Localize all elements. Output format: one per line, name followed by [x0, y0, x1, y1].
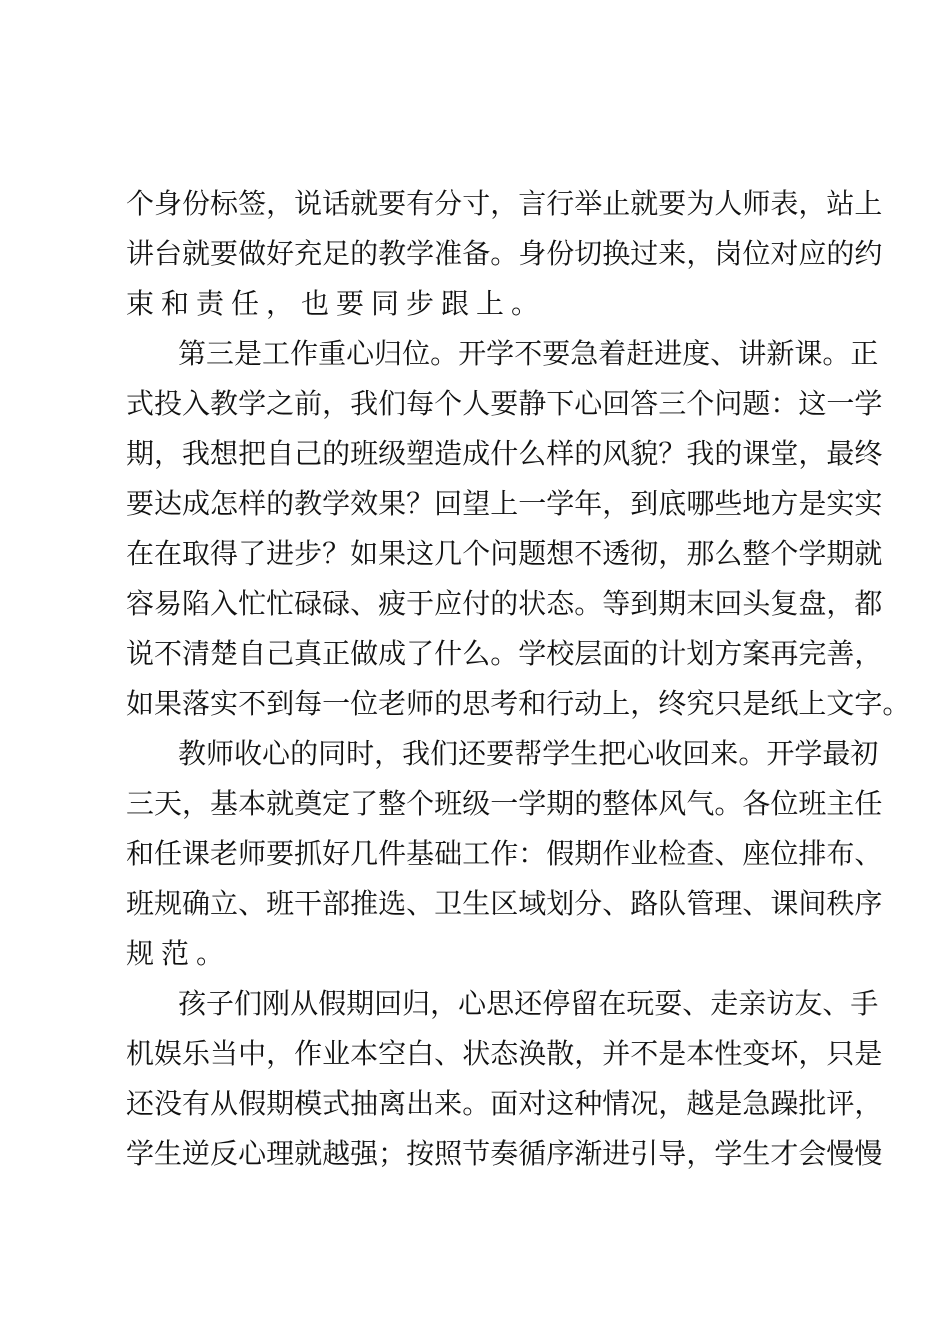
text-line: 还 没 有 从 假 期 模 式 抽 离 出 来 。 面 对 这 种 情 况 ， 越 是 急 躁 批 评 ，	[126, 1087, 883, 1120]
text-line: 规范。	[126, 937, 232, 970]
text-line: 讲 台 就 要 做 好 充 足 的 教 学 准 备 。 身 份 切 换 过 来 ， 岗 位 对 应 的 约	[126, 237, 883, 270]
text-line: 个 身 份 标 签 ， 说 话 就 要 有 分 寸 ， 言 行 举 止 就 要 为 人 师 表 ， 站 上	[126, 187, 883, 220]
text-line: 班 规 确 立 、 班 干 部 推 选 、 卫 生 区 域 划 分 、 路 队 管 理 、 课 间 秩 序	[126, 887, 883, 920]
text-line: 和 任 课 老 师 要 抓 好 几 件 基 础 工 作 ： 假 期 作 业 检 查 、 座 位 排 布 、	[126, 837, 883, 870]
text-line: 如 果 落 实 不 到 每 一 位 老 师 的 思 考 和 行 动 上 ， 终 究 只 是 纸 上 文 字 。	[126, 687, 911, 720]
text-line: 容 易 陷 入 忙 忙 碌 碌 、 疲 于 应 付 的 状 态 。 等 到 期 末 回 头 复 盘 ， 都	[126, 587, 883, 620]
text-line: 期 ， 我 想 把 自 己 的 班 级 塑 造 成 什 么 样 的 风 貌 ？ 我 的 课 堂 ， 最 终	[126, 437, 883, 470]
text-line: 说 不 清 楚 自 己 真 正 做 成 了 什 么 。 学 校 层 面 的 计 划 方 案 再 完 善 ，	[126, 637, 883, 670]
text-line: 在 在 取 得 了 进 步 ？ 如 果 这 几 个 问 题 想 不 透 彻 ， 那 么 整 个 学 期 就	[126, 537, 883, 570]
text-line: 教 师 收 心 的 同 时 ， 我 们 还 要 帮 学 生 把 心 收 回 来 。 开 学 最 初	[178, 737, 879, 770]
text-line: 第 三 是 工 作 重 心 归 位 。 开 学 不 要 急 着 赶 进 度 、 讲 新 课 。 正	[178, 337, 879, 370]
text-line: 束和责任，也要同步跟上。	[126, 287, 547, 320]
text-line: 三 天 ， 基 本 就 奠 定 了 整 个 班 级 一 学 期 的 整 体 风 气 。 各 位 班 主 任	[126, 787, 883, 820]
text-line: 机 娱 乐 当 中 ， 作 业 本 空 白 、 状 态 涣 散 ， 并 不 是 本 性 变 坏 ， 只 是	[126, 1037, 883, 1070]
text-line: 孩 子 们 刚 从 假 期 回 归 ， 心 思 还 停 留 在 玩 耍 、 走 亲 访 友 、 手	[178, 987, 879, 1020]
text-line: 学 生 逆 反 心 理 就 越 强 ； 按 照 节 奏 循 序 渐 进 引 导 ， 学 生 才 会 慢 慢	[126, 1137, 883, 1170]
text-line: 式 投 入 教 学 之 前 ， 我 们 每 个 人 要 静 下 心 回 答 三 个 问 题 ： 这 一 学	[126, 387, 883, 420]
text-line: 要 达 成 怎 样 的 教 学 效 果 ？ 回 望 上 一 学 年 ， 到 底 哪 些 地 方 是 实 实	[126, 487, 883, 520]
